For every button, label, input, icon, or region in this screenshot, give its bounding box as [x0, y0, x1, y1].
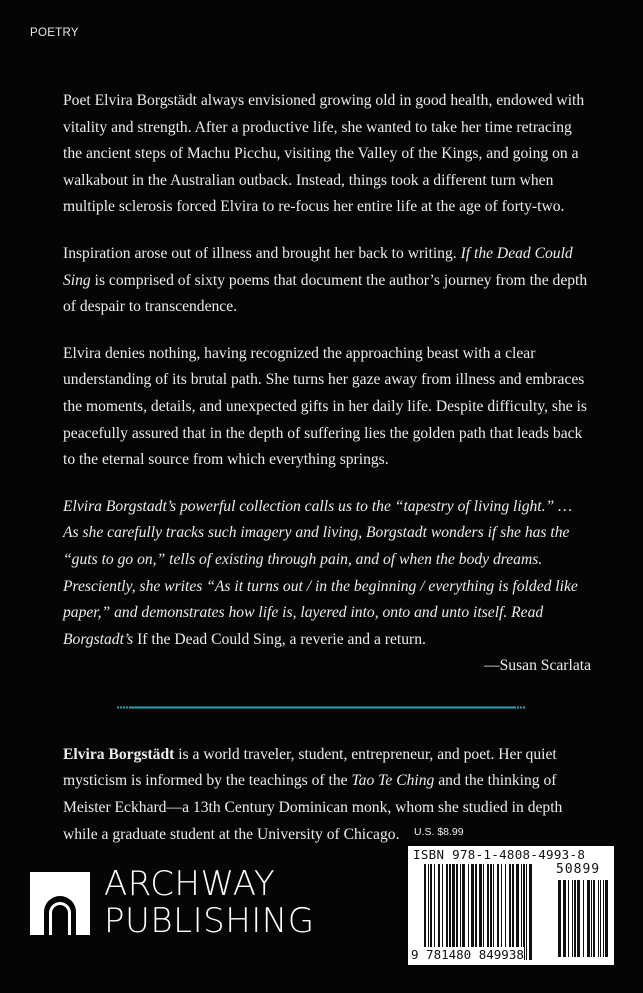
barcode-bar: [452, 864, 455, 960]
barcode-bar: [591, 880, 592, 957]
barcode-bar: [487, 864, 489, 960]
barcode-bar: [505, 864, 506, 960]
barcode-bar: [442, 864, 443, 960]
barcode-bar: [438, 864, 440, 960]
barcode-bar: [449, 864, 451, 960]
barcode-bar: [512, 864, 514, 960]
barcode-bar: [516, 864, 519, 960]
divider-mark: [123, 706, 125, 708]
barcode-bar: [483, 864, 484, 960]
text: Inspiration arose out of illness and brought her back to writing.: [63, 244, 461, 262]
text: is comprised of sixty poems that document the author’s journey from the depth of despair to transcendence.: [63, 271, 588, 316]
publisher-line-1: ARCHWAY: [104, 864, 276, 904]
barcode-bar: [523, 864, 525, 960]
divider-mark: [517, 706, 519, 708]
barcode-bar: [446, 864, 448, 960]
barcode-bar: [529, 864, 532, 960]
isbn-barcode: [408, 846, 614, 965]
barcode-bar: [587, 880, 590, 957]
divider-mark: [129, 706, 514, 708]
barcode-bar: [568, 880, 569, 957]
divider-mark: [514, 706, 516, 708]
barcode-bar: [462, 864, 465, 960]
barcode-bar: [593, 880, 595, 957]
ean-bars: [424, 864, 536, 960]
barcode-bar: [479, 864, 482, 960]
barcode-bar: [424, 864, 426, 960]
isbn-label: ISBN 978-1-4808-4993-8: [413, 847, 586, 862]
description-paragraph-1: Poet Elvira Borgstädt always envisioned growing old in good health, endowed with vitality and strength. After a productive life, she wanted to take her time retracing the ancient steps of Machu Picchu, visiting the Valley of the Kings, and going on a walkabout in the Australian outback. Instead, things took a different turn when multiple sclerosis forced Elvira to re-focus her entire life at the age of forty-two.: [63, 92, 585, 216]
barcode-bar: [600, 880, 601, 957]
ornamental-divider: [116, 706, 527, 709]
text: and the thinking of Meister Eckhard—a 13th Century Dominican monk, whom she studied in depth while a graduate student at the University of Chicago.: [63, 772, 563, 843]
barcode-bar: [563, 880, 566, 957]
description-paragraph-3: Elvira denies nothing, having recognized the approaching beast with a clear understanding of its brutal path. She turns her gaze away from illness and embraces the moments, details, and unexpected gifts in her daily life. Despite difficulty, she is peacefully assured that in the depth of suffering lies the golden path that leads back to the eternal source from which everything springs.: [63, 344, 587, 469]
addon-number: 50899: [556, 862, 601, 877]
divider-mark: [117, 706, 119, 708]
barcode-bar: [558, 880, 561, 957]
barcode-bar: [490, 864, 492, 960]
barcode-bar: [456, 864, 458, 960]
barcode-bar: [605, 880, 608, 957]
barcode-bar: [471, 864, 474, 960]
barcode-bar: [460, 864, 461, 960]
barcode-bar: [468, 864, 469, 960]
divider-mark: [523, 706, 525, 708]
divider-mark: [126, 706, 128, 708]
barcode-bar: [521, 864, 522, 960]
divider-mark: [520, 706, 522, 708]
addon-bars: [558, 880, 610, 957]
publisher-name: [104, 866, 315, 940]
price: U.S. $8.99: [414, 826, 464, 838]
quote-text: , a reverie and a return.: [281, 630, 426, 648]
description-paragraph-2: [63, 241, 591, 321]
cover-copy: [63, 88, 591, 848]
book-title: If the Dead Could Sing: [63, 244, 573, 289]
barcode-bar: [501, 864, 502, 960]
book-title: If the Dead Could Sing: [133, 630, 282, 648]
publisher-line-2: PUBLISHING: [104, 901, 315, 941]
barcode-bar: [497, 864, 499, 960]
ean-number: 9 781480 849938: [411, 947, 524, 962]
barcode-bar: [526, 864, 527, 960]
author-name: Elvira Borgstädt: [63, 745, 175, 763]
barcode-bar: [509, 864, 511, 960]
barcode-bar: [430, 864, 432, 960]
barcode-bar: [603, 880, 604, 957]
barcode-bar: [574, 880, 576, 957]
barcode-bar: [598, 880, 599, 957]
quote-text: Elvira Borgstadt’s powerful collection calls us to the “tapestry of living light.” … As she carefully tracks such imagery and living, Borgstadt wonders if she has the “guts to go on,” tells of existing through pain, and of when the body dreams. Presciently, she writes “As it turns out / in the beginning / everything is folded like paper,” and demonstrates how life is, layered into, onto and unto itself. Read Borgstadt’s: [63, 497, 578, 648]
barcode-bar: [572, 880, 573, 957]
barcode-bar: [434, 864, 435, 960]
quote-attribution: —Susan Scarlata: [484, 657, 591, 675]
divider-mark: [120, 706, 122, 708]
barcode-bar: [583, 880, 584, 957]
barcode-bar: [475, 864, 477, 960]
author-bio: [63, 742, 591, 848]
barcode-bar: [577, 880, 580, 957]
genre-label: POETRY: [30, 27, 79, 39]
barcode-bar: [493, 864, 494, 960]
book-title: Tao Te Ching: [351, 772, 435, 790]
barcode-bar: [428, 864, 429, 960]
review-quote: [63, 494, 591, 654]
archway-logo-icon: [30, 872, 90, 935]
text: is a world traveler, student, entrepreneur, and poet. Her quiet mysticism is informed by the teachings of the: [63, 745, 557, 790]
